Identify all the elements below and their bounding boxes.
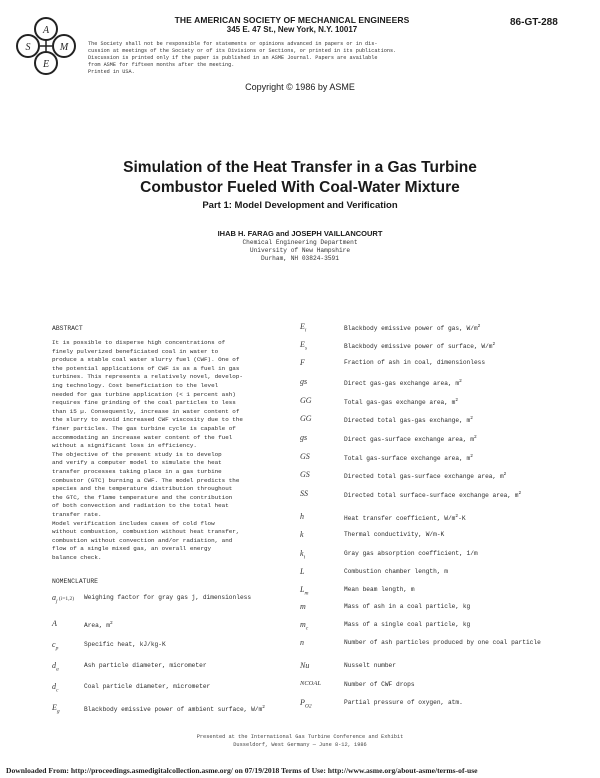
nomenclature-definition: Directed total gas-surface exchange area, $m^2$ xyxy=(344,472,507,481)
nomenclature-symbol: GS xyxy=(300,470,310,479)
abstract-line: finely pulverized beneficiated coal in water to xyxy=(52,347,219,355)
nomenclature-symbol: $E_s$ xyxy=(300,340,308,352)
nomenclature-definition: Fraction of ash in coal, dimensionless xyxy=(344,359,486,366)
asme-logo xyxy=(14,15,78,77)
presented-at: Presented at the International Gas Turbine Conference and Exhibit xyxy=(196,734,404,740)
logo-letter-e: E xyxy=(42,59,50,70)
abstract-heading: ABSTRACT xyxy=(52,325,83,332)
abstract-line: The objective of the present study is to develop xyxy=(52,450,222,458)
nomenclature-definition: Thermal conductivity, W/m-K xyxy=(344,531,445,538)
affiliation-line: Durham, NH 03824-3591 xyxy=(261,255,339,262)
logo-letter-s: S xyxy=(25,42,31,53)
nomenclature-symbol: k xyxy=(300,530,304,539)
presented-date: Dusseldorf, West Germany — June 8-12, 1986 xyxy=(233,742,367,748)
nomenclature-definition: Specific heat, kJ/kg-K xyxy=(84,641,166,648)
nomenclature-symbol: $L_m$ xyxy=(300,585,309,597)
nomenclature-definition: Number of ash particles produced by one coal particle xyxy=(344,639,541,646)
abstract-line: produce a stable coal water slurry fuel (CWF). One of xyxy=(52,356,240,364)
society-address: 345 E. 47 St., New York, N.Y. 10017 xyxy=(226,25,358,34)
disclaimer-line: Discussion is printed only if the paper is published in an ASME Journal. Papers are available xyxy=(88,55,378,61)
abstract-line: the slurry to avoid increased CWF viscosity due to the xyxy=(52,416,243,424)
disclaimer-line: cussion at meetings of the Society or of its Divisions or Sections, or printed in its publications. xyxy=(88,48,397,54)
nomenclature-symbol: n xyxy=(300,638,304,647)
nomenclature-symbol: $E_i$ xyxy=(300,322,307,334)
logo-letter-a: A xyxy=(42,25,50,36)
nomenclature-symbol: A xyxy=(52,619,57,628)
abstract-line: requires fine grinding of the coal particles to less xyxy=(52,399,236,407)
nomenclature-definition: Direct gas-surface exchange area, $m^2$ xyxy=(344,435,477,444)
authors: IHAB H. FARAG and JOSEPH VAILLANCOURT xyxy=(217,229,383,238)
affiliation-line: Chemical Engineering Department xyxy=(242,239,358,246)
disclaimer xyxy=(88,41,568,76)
nomenclature-definition: Ash particle diameter, micrometer xyxy=(84,662,207,669)
abstract-line: It is possible to disperse high concentrations of xyxy=(52,339,226,346)
nomenclature-definition: Direct gas-gas exchange area, $m^2$ xyxy=(344,379,462,388)
nomenclature-symbol: $P_{O2}$ xyxy=(300,698,312,710)
nomenclature-definition: Heat transfer coefficient, $W/m^2-K$ xyxy=(344,514,466,523)
nomenclature-definition: Coal particle diameter, micrometer xyxy=(84,683,211,690)
disclaimer-line: The Society shall not be responsible for statements or opinions advanced in papers or in dis- xyxy=(88,41,378,47)
download-notice: Downloaded From: http://proceedings.asmedigitalcollection.asme.org/ on 07/19/2018 Terms of Use: http://www.asme.org/about-asme/terms-of-use xyxy=(6,766,478,775)
nomenclature-definition: Number of CWF drops xyxy=(344,681,415,688)
abstract-line: species and the temperature distribution throughout xyxy=(52,485,233,493)
nomenclature-definition: Mean beam length, m xyxy=(344,586,415,593)
nomenclature-symbol: L xyxy=(300,567,305,576)
abstract-line: balance check. xyxy=(52,554,102,561)
nomenclature-symbol: $E_g$ xyxy=(52,703,60,715)
abstract-line: flow of a single mixed gas, an overall energy xyxy=(52,545,212,553)
nomenclature-symbol: Nu xyxy=(300,661,310,670)
nomenclature-symbol: gs xyxy=(300,433,308,442)
abstract-line: and verify a computer model to simulate the heat xyxy=(52,459,222,467)
nomenclature-definition: Weighing factor for gray gas j, dimensionless xyxy=(84,594,252,601)
abstract-line: ing technology. Cost beneficiation to the level xyxy=(52,382,219,389)
nomenclature-heading: NOMENCLATURE xyxy=(52,578,99,585)
disclaimer-line: Printed in USA. xyxy=(88,69,135,75)
nomenclature-symbol: GG xyxy=(300,414,312,423)
nomenclature-symbol: h xyxy=(300,512,304,521)
society-name: THE AMERICAN SOCIETY OF MECHANICAL ENGINEERS xyxy=(174,15,410,25)
nomenclature-symbol: SS xyxy=(300,489,308,498)
nomenclature-symbol: F xyxy=(300,358,305,367)
nomenclature-symbol: $d_c$ xyxy=(52,682,59,694)
nomenclature-definition: Combustion chamber length, m xyxy=(344,568,448,575)
nomenclature-symbol: $d_a$ xyxy=(52,661,59,673)
affiliation-line: University of New Hampshire xyxy=(249,247,351,254)
nomenclature-symbol: GS xyxy=(300,452,310,461)
abstract-line: turbines. This represents a relatively novel, develop- xyxy=(52,373,243,381)
nomenclature-definition: Blackbody emissive power of ambient surface, $W/m^2$ xyxy=(84,705,265,714)
abstract-line: without combustion, combustion without heat transfer, xyxy=(52,528,240,536)
abstract-line: without a significant loss in efficiency. xyxy=(52,442,197,450)
nomenclature-symbol: $c_p$ xyxy=(52,640,59,652)
abstract-line: finer particles. The gas turbine cycle is capable of xyxy=(52,425,236,432)
copyright: Copyright © 1986 by ASME xyxy=(245,82,355,92)
abstract-line: combustor (GTC) burning a CWF. The model predicts the xyxy=(52,476,240,484)
nomenclature-definition: Gray gas absorption coefficient, 1/m xyxy=(344,550,478,557)
nomenclature-definition: Total gas-gas exchange area, $m^2$ xyxy=(344,398,459,407)
nomenclature-symbol: $m_c$ xyxy=(300,620,309,632)
nomenclature-definition: Area, $m^2$ xyxy=(84,621,113,630)
nomenclature-definition: Directed total surface-surface exchange area, $m^2$ xyxy=(344,491,522,500)
nomenclature-symbol: NCOAL xyxy=(300,680,321,687)
nomenclature-definition: Blackbody emissive power of surface, $W/m^2$ xyxy=(344,342,496,351)
title-line-1: Simulation of the Heat Transfer in a Gas Turbine xyxy=(123,159,477,176)
disclaimer-line: from ASME for fifteen months after the meeting. xyxy=(88,62,235,68)
abstract-line: of both convection and radiation to the total heat xyxy=(52,502,229,510)
nomenclature-symbol: $a_j$ (i=1,2) xyxy=(52,593,75,605)
paper-subtitle: Part 1: Model Development and Verification xyxy=(202,200,398,211)
abstract-line: needed for gas turbine application (< 1 percent ash) xyxy=(52,390,236,398)
nomenclature-definition: Mass of ash in a coal particle, kg xyxy=(344,603,471,610)
abstract-line: transfer rate. xyxy=(52,511,102,518)
nomenclature-definition: Partial pressure of oxygen, atm. xyxy=(344,699,463,706)
abstract-line: the potential applications of CWF is as a fuel in gas xyxy=(52,364,240,372)
title-line-2: Combustor Fueled With Coal-Water Mixture xyxy=(140,179,460,196)
nomenclature-definition: Total gas-surface exchange area, $m^2$ xyxy=(344,454,473,463)
abstract-line: Model verification includes cases of cold flow xyxy=(52,519,215,527)
nomenclature-definition: Blackbody emissive power of gas, $W/m^2$ xyxy=(344,324,481,333)
nomenclature-definition: Mass of a single coal particle, kg xyxy=(344,621,471,628)
abstract-line: combustion without convection and/or radiation, and xyxy=(52,536,233,544)
paper-number: 86-GT-288 xyxy=(510,17,558,28)
nomenclature-symbol: $k_i$ xyxy=(300,549,306,561)
paper-title xyxy=(60,158,540,198)
abstract-line: transfer processes taking place in a gas turbine xyxy=(52,468,222,475)
nomenclature-definition: Nusselt number xyxy=(344,662,396,669)
nomenclature-symbol: gs xyxy=(300,377,308,386)
abstract-line: the GTC, the flame temperature and the contribution xyxy=(52,493,233,501)
nomenclature-definition: Directed total gas-gas exchange, $m^2$ xyxy=(344,416,473,425)
abstract-line: than 15 µ. Consequently, increase in water content of xyxy=(52,407,240,415)
abstract-line: accommodating an increase water content of the fuel xyxy=(52,433,233,441)
nomenclature-symbol: GG xyxy=(300,396,312,405)
nomenclature-symbol: m xyxy=(300,602,306,611)
logo-letter-m: M xyxy=(59,42,69,53)
